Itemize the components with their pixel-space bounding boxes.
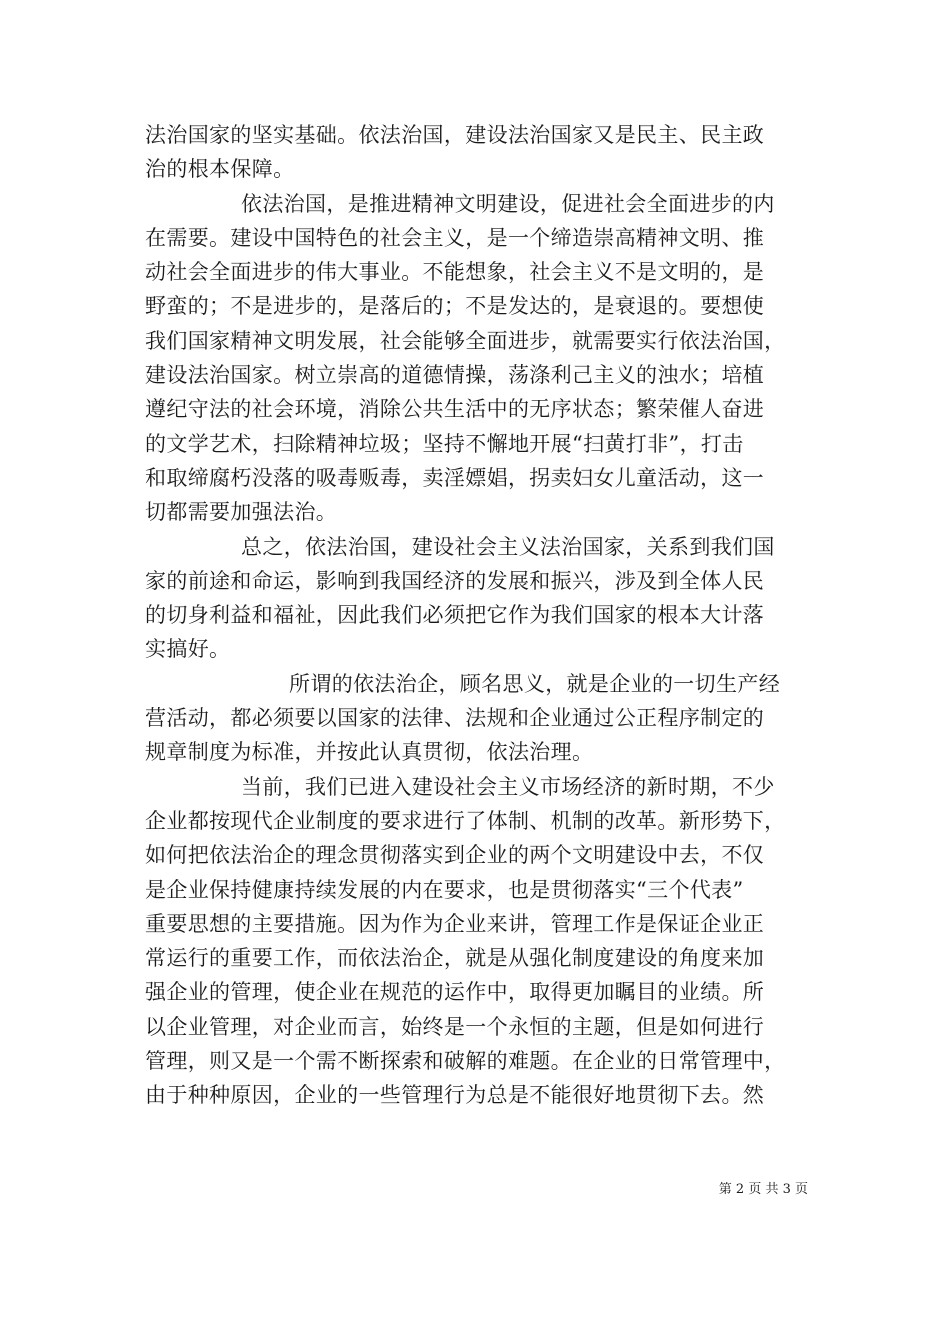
- text-line: 总之，依法治国，建设社会主义法治国家，关系到我们国: [241, 534, 775, 559]
- text-line: 以企业管理，对企业而言，始终是一个永恒的主题，但是如何进行: [145, 1014, 765, 1039]
- text-line: 的切身利益和福祉，因此我们必须把它作为我们国家的根本大计落: [145, 603, 765, 628]
- text-line: 野蛮的；不是进步的，是落后的；不是发达的，是衰退的。要想使: [145, 294, 765, 319]
- text-line: 营活动，都必须要以国家的法律、法规和企业通过公正程序制定的: [145, 706, 765, 731]
- paragraph-spiritual-civilization: [145, 187, 810, 530]
- text-line: 依法治国，是推进精神文明建设，促进社会全面进步的内: [241, 191, 775, 216]
- text-line: 我们国家精神文明发展，社会能够全面进步，就需要实行依法治国，: [145, 328, 786, 353]
- page-number-footer: 第 2 页 共 3 页: [718, 1182, 808, 1197]
- paragraph-summary: [145, 530, 810, 667]
- text-line: 管理，则又是一个需不断探索和破解的难题。在企业的日常管理中，: [145, 1049, 786, 1074]
- text-line: 在需要。建设中国特色的社会主义，是一个缔造崇高精神文明、推: [145, 225, 765, 250]
- text-line: 当前，我们已进入建设社会主义市场经济的新时期，不少: [241, 774, 775, 799]
- text-line: 常运行的重要工作，而依法治企，就是从强化制度建设的角度来加: [145, 946, 765, 971]
- text-line: 家的前途和命运，影响到我国经济的发展和振兴，涉及到全体人民: [145, 568, 765, 593]
- text-line: 实搞好。: [145, 637, 231, 662]
- text-line: 治的根本保障。: [145, 157, 295, 182]
- document-body: [145, 118, 810, 1113]
- text-line: 规章制度为标准，并按此认真贯彻，依法治理。: [145, 740, 594, 765]
- text-line: 遵纪守法的社会环境，消除公共生活中的无序状态；繁荣催人奋进: [145, 397, 765, 422]
- text-line: 企业都按现代企业制度的要求进行了体制、机制的改革。新形势下，: [145, 808, 786, 833]
- text-line: 切都需要加强法治。: [145, 500, 338, 525]
- text-line: 重要思想的主要措施。因为作为企业来讲，管理工作是保证企业正: [145, 911, 765, 936]
- text-line: 建设法治国家。树立崇高的道德情操，荡涤利己主义的浊水；培植: [145, 363, 765, 388]
- text-line: 的文学艺术，扫除精神垃圾；坚持不懈地开展“扫黄打非”，打击: [145, 431, 744, 456]
- text-line: 动社会全面进步的伟大事业。不能想象，社会主义不是文明的，是: [145, 260, 765, 285]
- text-line: 如何把依法治企的理念贯彻落实到企业的两个文明建设中去，不仅: [145, 843, 765, 868]
- paragraph-continuation: [145, 118, 810, 187]
- text-line: 法治国家的坚实基础。依法治国，建设法治国家又是民主、民主政: [145, 123, 765, 147]
- text-line: 由于种种原因，企业的一些管理行为总是不能很好地贯彻下去。然: [145, 1083, 765, 1108]
- text-line: 是企业保持健康持续发展的内在要求，也是贯彻落实“三个代表”: [145, 877, 744, 902]
- paragraph-current-situation: [145, 770, 810, 1113]
- paragraph-definition: [145, 667, 810, 770]
- text-line: 所谓的依法治企，顾名思义，就是企业的一切生产经: [289, 671, 781, 696]
- text-line: 和取缔腐朽没落的吸毒贩毒，卖淫嫖娼，拐卖妇女儿童活动，这一: [145, 465, 765, 490]
- text-line: 强企业的管理，使企业在规范的运作中，取得更加瞩目的业绩。所: [145, 980, 765, 1005]
